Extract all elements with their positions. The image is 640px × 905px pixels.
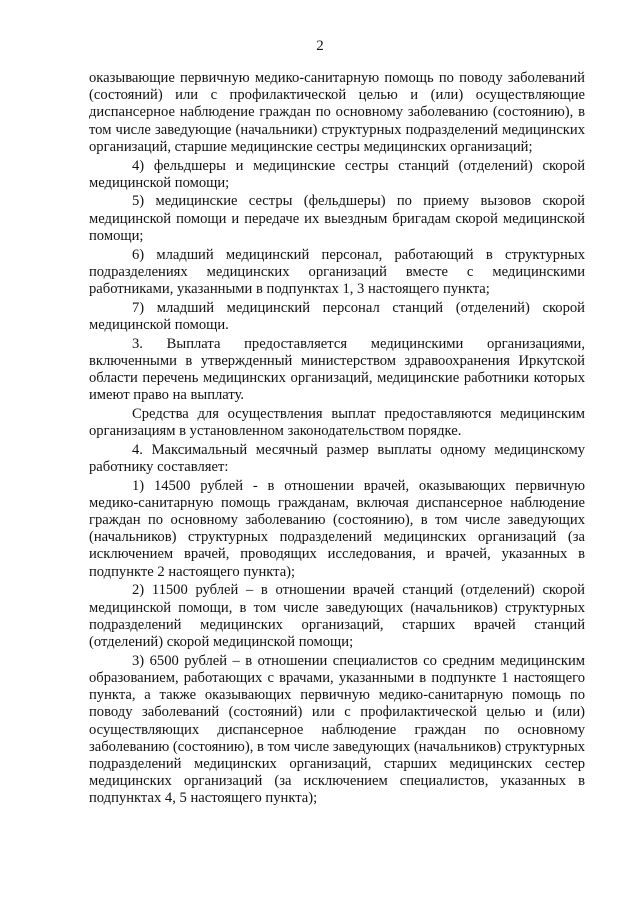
paragraph-item-4: 4) фельдшеры и медицинские сестры станций (отделений) скорой медицинской помощи; bbox=[89, 157, 585, 191]
paragraph-section-4: 4. Максимальный месячный размер выплаты одному медицинскому работнику составляет: bbox=[89, 441, 585, 475]
page-number: 2 bbox=[316, 38, 324, 54]
paragraph-amount-3: 3) 6500 рублей – в отношении специалистов со средним медицинским образованием, работающих с врачами, указанными в подпункте 1 настоящего пункта, а также оказывающих первичную медико-санитарную помощь по поводу заболеваний (состояний) или с профилактической целью и (или) осуществляющих диспансерное наблюдение граждан по основному заболеванию (состоянию), в том числе заведующих (начальников) структурных подразделений медицинских организаций, старших медицинских сестер медицинских организаций (за исключением специалистов, указанных в подпунктах 4, 5 настоящего пункта); bbox=[89, 652, 585, 807]
paragraph-amount-2: 2) 11500 рублей – в отношении врачей станций (отделений) скорой медицинской помощи, в том числе заведующих (начальников) структурных подразделений медицинских организаций, старших врачей станций (отделений) скорой медицинской помощи; bbox=[89, 582, 585, 650]
paragraph-item-7: 7) младший медицинский персонал станций (отделений) скорой медицинской помощи. bbox=[89, 299, 585, 333]
paragraph-item-6: 6) младший медицинский персонал, работающий в структурных подразделениях медицинских организаций вместе с медицинскими работниками, указанными в подпунктах 1, 3 настоящего пункта; bbox=[89, 246, 585, 297]
paragraph-continuation: оказывающие первичную медико-санитарную помощь по поводу заболеваний (состояний) или с профилактической целью и (или) осуществляющие диспансерное наблюдение граждан по основному заболеванию (состоянию), в том числе заведующие (начальники) структурных подразделений медицинских организаций, старшие медицинские сестры медицинских организаций; bbox=[89, 70, 585, 155]
document-body bbox=[89, 70, 585, 809]
paragraph-amount-1: 1) 14500 рублей - в отношении врачей, оказывающих первичную медико-санитарную помощь гражданам, включая диспансерное наблюдение граждан по основному заболеванию (состоянию), в том числе заведующих (начальников) структурных подразделений медицинских организаций (за исключением врачей, проводящих исследования, и врачей, указанных в подпункте 2 настоящего пункта); bbox=[89, 477, 585, 580]
paragraph-section-3: 3. Выплата предоставляется медицинскими организациями, включенными в утвержденный министерством здравоохранения Иркутской области перечень медицинских организаций, медицинские работники которых имеют право на выплату. bbox=[89, 335, 585, 404]
paragraph-item-5: 5) медицинские сестры (фельдшеры) по приему вызовов скорой медицинской помощи и передаче их выездным бригадам скорой медицинской помощи; bbox=[89, 193, 585, 244]
paragraph-funding: Средства для осуществления выплат предоставляются медицинским организациям в установленном законодательством порядке. bbox=[89, 405, 585, 440]
